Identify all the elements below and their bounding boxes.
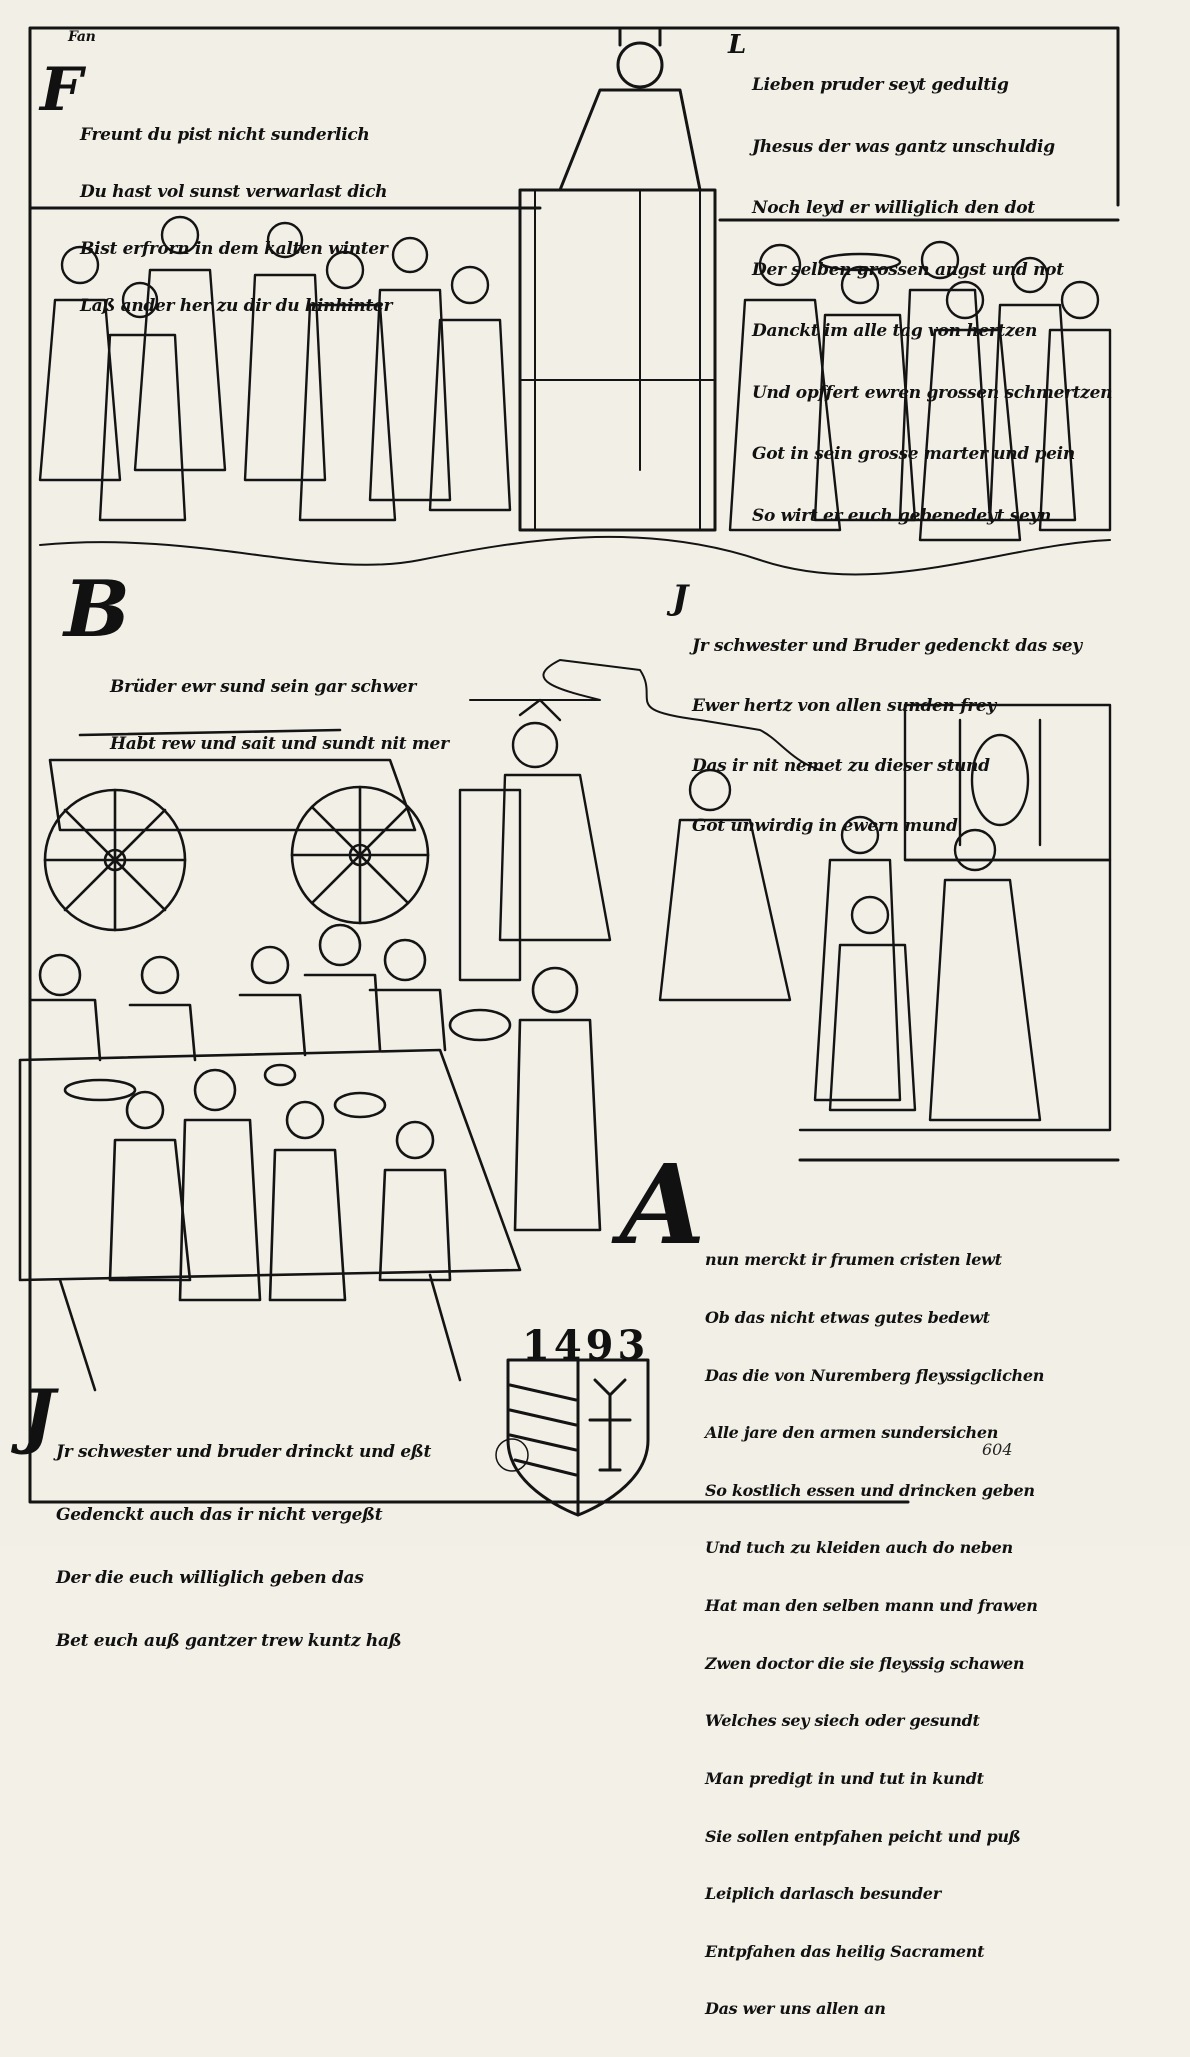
verse-line: Lieben pruder seyt gedultig [752,75,1009,95]
verse-line: Der die euch williglich geben das [56,1568,364,1588]
verse-line: nun merckt ir frumen cristen lewt [705,1250,1002,1270]
verse-line: Got unwirdig in ewern mund [692,816,958,836]
verse-middle-right [692,596,1082,876]
verse-middle-left [110,640,449,792]
verse-line: Der selben grossen angst und not [752,259,1064,280]
verse-line: Jhesus der was gantz unschuldig [752,136,1055,157]
verse-line: So kostlich essen und drincken geben [705,1480,1035,1500]
dropcap-top-left: F [40,55,83,125]
verse-line: Und opffert ewren grossen schmertzen [752,382,1113,403]
dropcap-middle-left: B [64,564,130,655]
verse-line: Brüder ewr sund sein gar schwer [110,677,416,697]
verse-bottom-left [56,1400,431,1694]
header-mark: Fan [68,29,96,45]
year-label: 1493 [522,1322,650,1369]
verse-top-right [752,34,1112,567]
verse-line: Noch leyd er williglich den dot [752,198,1035,218]
dropcap-bottom-right: A [620,1140,706,1269]
verse-line: Das wer uns allen an [705,1999,886,2019]
verse-line: Zwen doctor die sie fleyssig schawen [705,1653,1025,1673]
dropcap-bottom-left: J [22,1374,56,1457]
pulpit [520,190,715,530]
verse-line: Hat man den selben mann und frawen [705,1596,1038,1616]
verse-line: Laß ander her zu dir du hinhinter [80,296,393,316]
verse-line: Sie sollen entpfahen peicht und puß [705,1826,1021,1846]
coat-of-arms [496,1360,648,1515]
verse-line: Danckt im alle tag von hertzen [752,321,1038,341]
verse-line: Entpfahen das heilig Sacrament [705,1941,985,1961]
verse-line: Und tuch zu kleiden auch do neben [705,1538,1013,1558]
verse-line: Bet euch auß gantzer trew kuntz haß [56,1631,402,1651]
feast-table [20,925,600,1390]
verse-top-left [80,88,392,354]
verse-line: Ob das nicht etwas gutes bedewt [705,1308,990,1328]
verse-line: Habt rew und sait und sundt nit mer [110,734,449,754]
dropcap-middle-right: J [672,578,689,618]
page-number: 604 [982,1440,1013,1459]
verse-line: Bist erfrorn in dem kalten winter [80,239,388,259]
verse-line: Got in sein grosse marter und pein [752,444,1075,464]
verse-line: Ewer hertz von allen sunden frey [692,696,996,716]
dropcap-top-right: L [728,30,747,60]
verse-line: Jr schwester und Bruder gedenckt das sey [692,636,1082,656]
verse-line: Jr schwester und bruder drinckt und eßt [56,1442,432,1462]
verse-line: Das ir nit nemet zu dieser stund [692,756,990,776]
verse-line: Welches sey siech oder gesundt [705,1711,980,1731]
verse-line: Alle jare den armen sundersichen [705,1423,999,1443]
preacher-head [618,43,662,87]
verse-line: Freunt du pist nicht sunderlich [80,125,370,145]
verse-line: So wirt er euch gebenedeyt seyn [752,505,1052,526]
verse-line: Gedenckt auch das ir nicht vergeßt [56,1505,383,1525]
verse-line: Man predigt in und tut in kundt [705,1768,984,1788]
verse-line: Leiplich darlasch besunder [705,1884,941,1904]
verse-line: Du hast vol sunst verwarlast dich [80,182,388,202]
verse-bottom-right [705,1212,1044,2057]
verse-line: Das die von Nuremberg fleyssigclichen [705,1365,1045,1385]
